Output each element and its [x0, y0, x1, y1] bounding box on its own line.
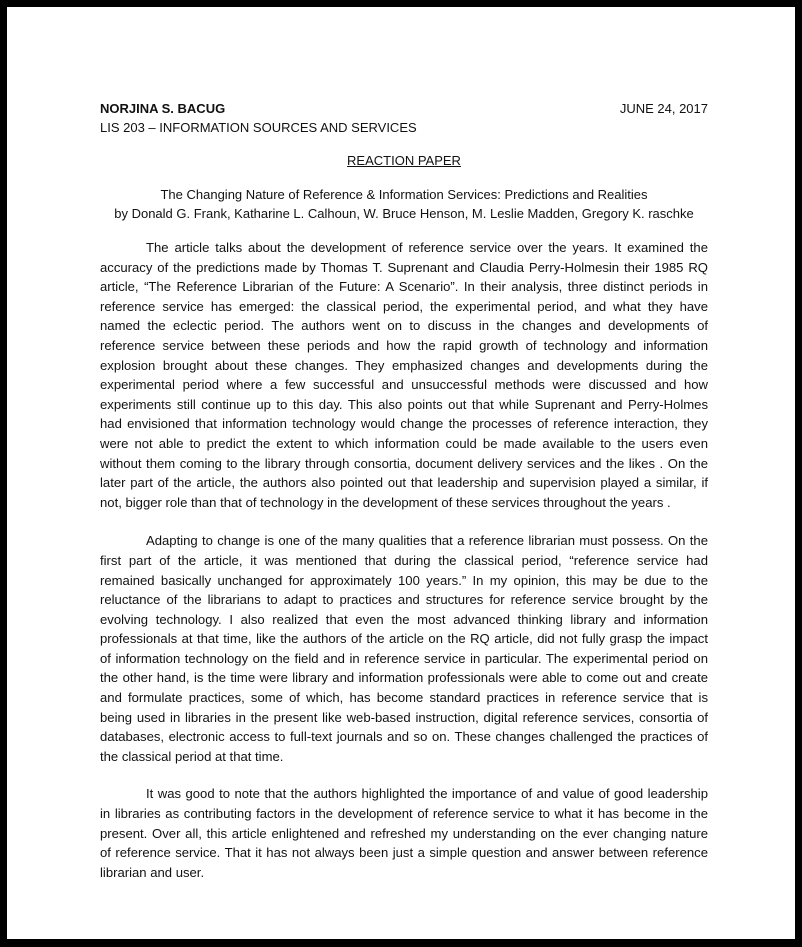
- paragraph: [100, 784, 708, 882]
- paragraph-line: the other hand, is the time were library and information professionals were able to come out and create: [100, 670, 708, 686]
- article-byline: by Donald G. Frank, Katharine L. Calhoun, W. Bruce Henson, M. Leslie Madden, Gregory K. raschke: [114, 206, 694, 221]
- paragraph-line: reluctance of the librarians to adapt to practices and structures for reference service brought by the: [100, 592, 708, 608]
- paper-date: JUNE 24, 2017: [619, 101, 708, 116]
- paragraph-line: reference service between these periods and how the rapid growth of technology and information: [100, 337, 708, 353]
- paragraph-line: experimental period where a few successful and unsuccessful methods were discussed and how: [100, 377, 708, 393]
- paragraph: [100, 531, 708, 766]
- document-page: [7, 7, 795, 939]
- paragraph-line: and formulate practices, some of which, has become standard practices in reference service that is: [100, 690, 708, 706]
- paragraph-line: librarian and user.: [100, 864, 205, 880]
- course-name: LIS 203 – INFORMATION SOURCES AND SERVICES: [100, 120, 417, 135]
- paragraph-line: accuracy of the predictions made by Thomas T. Suprenant and Claudia Perry-Holmesin their 1985 RQ: [100, 259, 708, 275]
- paragraph-line: named the eclectic period. The authors went on to discuss in the changes and developments of: [100, 318, 708, 334]
- paragraph-line: present. Over all, this article enlightened and refreshed my understanding on the ever changing nature: [100, 825, 708, 841]
- paragraph-line: reference service has emerged: the classical period, the experimental period, and what they have: [100, 298, 708, 314]
- paragraph-line: databases, electronic access to full-text journals and so on. These changes challenged the practices of: [100, 729, 708, 745]
- paragraph-line: experiments still continue up to this day. This also points out that while Suprenant and Perry-Holmes: [100, 396, 708, 412]
- paragraph-line: remained basically unchanged for approximately 100 years.” In my opinion, this may be due to the: [100, 572, 708, 588]
- paragraph-line: had envisioned that information technology would change the processes of reference interaction, they: [100, 416, 708, 432]
- paragraph-line: professionals at that time, like the authors of the article on the RQ article, did not fully grasp the impact: [100, 631, 708, 647]
- paragraph-line: of information technology on the field and in reference service in particular. The experimental period on: [100, 650, 708, 666]
- paragraph-line: Adapting to change is one of the many qualities that a reference librarian must possess. On the: [146, 533, 708, 549]
- article-title: The Changing Nature of Reference & Information Services: Predictions and Realities: [160, 187, 648, 202]
- header-row: [100, 99, 708, 118]
- document-title: REACTION PAPER: [347, 153, 461, 168]
- paragraph-line: explosion brought about these changes. They emphasized changes and developments during the: [100, 357, 708, 373]
- paragraph-line: article, “The Reference Librarian of the Future: A Scenario”. In their analysis, three distinct periods in: [100, 279, 708, 295]
- paragraph-line: not, bigger role than that of technology in the development of these services throughout the years .: [100, 494, 671, 510]
- paragraph-line: without them coming to the library through consortia, document delivery services and the likes . On the: [100, 455, 708, 471]
- paragraph-line: the classical period at that time.: [100, 748, 284, 764]
- paragraph-line: The article talks about the development of reference service over the years. It examined the: [146, 240, 708, 255]
- paragraph: [100, 238, 708, 512]
- paragraph-line: first part of the article, it was mentioned that during the classical period, “reference service had: [100, 552, 708, 568]
- paper-content: [100, 99, 708, 882]
- paragraph-line: later part of the article, the authors also pointed out that leadership and supervision played a similar, if: [100, 475, 708, 491]
- paragraph-line: in libraries as contributing factors in the development of reference service to what it has become in the: [100, 806, 708, 822]
- author-name: NORJINA S. BACUG: [100, 101, 226, 116]
- article-citation: [100, 185, 708, 223]
- paragraph-line: evolving technology. I also realized that even the most advanced thinking library and information: [100, 611, 708, 627]
- paragraph-line: It was good to note that the authors highlighted the importance of and value of good leadership: [146, 786, 708, 802]
- paragraph-line: being used in libraries in the present like web-based instruction, digital reference services, consortia of: [100, 709, 708, 725]
- paragraph-line: of reference service. That it has not always been just a simple question and answer between reference: [100, 845, 708, 861]
- paragraph-line: were not able to predict the extent to which information could be made available to the users even: [100, 435, 708, 451]
